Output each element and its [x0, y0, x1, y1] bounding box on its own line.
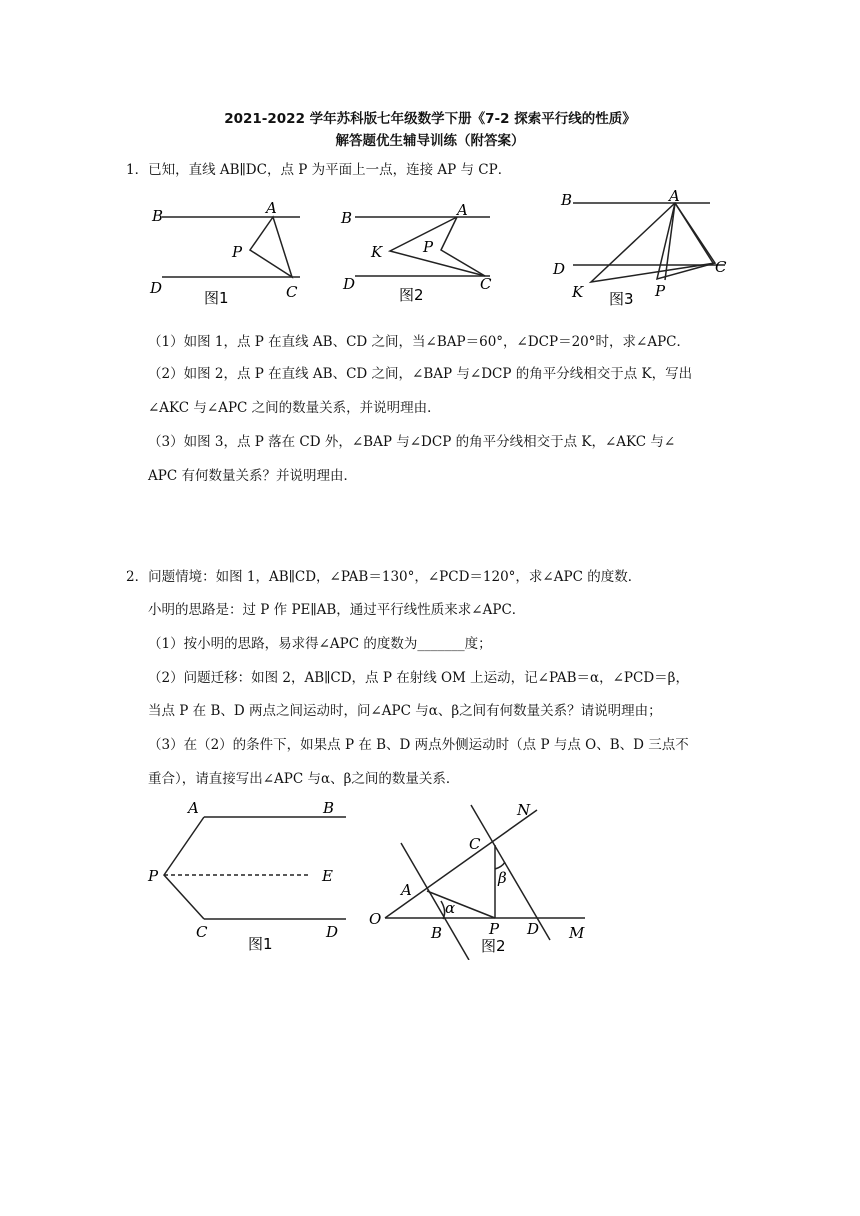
label-C: C	[715, 258, 727, 276]
q2-stem: 2．问题情境：如图 1，AB∥CD，∠PAB＝130°，∠PCD＝120°，求∠APC 的度数．	[126, 569, 642, 585]
label-C: C	[480, 275, 492, 293]
q2-part-3b: 重合），请直接写出∠APC 与α、β之间的数量关系．	[148, 771, 460, 787]
label-M: M	[569, 924, 585, 942]
q1-part-3b: APC 有何数量关系？并说明理由．	[148, 468, 357, 484]
q2-part-2b: 当点 P 在 B、D 两点之间运动时，问∠APC 与α、β之间有何数量关系？请说明理由；	[148, 703, 662, 719]
label-B: B	[152, 207, 164, 225]
caption-fig3: 图3	[609, 290, 634, 308]
label-B: B	[431, 924, 443, 942]
label-P: P	[489, 920, 500, 938]
label-D: D	[527, 920, 540, 938]
label-A: A	[401, 881, 412, 899]
label-alpha: α	[445, 899, 456, 917]
caption-fig2: 图2	[399, 286, 424, 304]
q1-part-1: （1）如图 1，点 P 在直线 AB、CD 之间，当∠BAP＝60°，∠DCP＝20°时，求∠APC．	[148, 334, 690, 350]
q2-part-3a: （3）在（2）的条件下，如果点 P 在 B、D 两点外侧运动时（点 P 与点 O、B、D 三点不	[148, 737, 689, 753]
label-B: B	[323, 799, 335, 817]
q2-figure-1	[140, 795, 355, 955]
q1-part-2b: ∠AKC 与∠APC 之间的数量关系，并说明理由．	[148, 400, 441, 416]
caption-fig1: 图1	[204, 289, 229, 307]
label-P: P	[423, 238, 434, 256]
q1-part-2a: （2）如图 2，点 P 在直线 AB、CD 之间，∠BAP 与∠DCP 的角平分线相交于点 K，写出	[148, 366, 693, 382]
label-D: D	[150, 279, 163, 297]
label-K: K	[371, 243, 383, 261]
label-B: B	[341, 209, 353, 227]
caption-q2-fig1: 图1	[248, 935, 273, 953]
caption-q2-fig2: 图2	[481, 937, 506, 955]
label-D: D	[326, 923, 339, 941]
q1-stem: 1．已知，直线 AB∥DC，点 P 为平面上一点，连接 AP 与 CP．	[126, 162, 512, 178]
label-C: C	[196, 923, 208, 941]
q2-part-1: （1）按小明的思路，易求得∠APC 的度数为_______度；	[148, 636, 492, 652]
label-E: E	[322, 867, 333, 885]
q1-figure-3	[545, 185, 745, 310]
label-P: P	[655, 282, 666, 300]
q1-figure-1	[140, 195, 320, 310]
label-A: A	[457, 201, 468, 219]
label-N: N	[517, 801, 531, 819]
label-beta: β	[498, 869, 507, 887]
label-K: K	[572, 283, 584, 301]
q2-part-2a: （2）问题迁移：如图 2，AB∥CD，点 P 在射线 OM 上运动，记∠PAB＝α，∠PCD＝β，	[148, 670, 689, 686]
q1-figure-2	[335, 200, 505, 310]
label-D: D	[343, 275, 356, 293]
label-A: A	[669, 187, 680, 205]
label-C: C	[469, 835, 481, 853]
q2-idea: 小明的思路是：过 P 作 PE∥AB，通过平行线性质来求∠APC．	[148, 602, 526, 618]
label-P: P	[232, 243, 243, 261]
label-A: A	[266, 199, 277, 217]
q2-figure-2	[365, 795, 595, 960]
label-O: O	[369, 910, 382, 928]
label-P: P	[148, 867, 159, 885]
title-line-2: 解答题优生辅导训练（附答案）	[335, 133, 525, 149]
q1-part-3a: （3）如图 3，点 P 落在 CD 外，∠BAP 与∠DCP 的角平分线相交于点 K，∠AKC 与∠	[148, 434, 676, 450]
label-B: B	[561, 191, 573, 209]
label-C: C	[286, 283, 298, 301]
label-A: A	[188, 799, 199, 817]
title-line-1: 2021-2022 学年苏科版七年级数学下册《7-2 探索平行线的性质》	[224, 111, 636, 127]
label-D: D	[553, 260, 566, 278]
